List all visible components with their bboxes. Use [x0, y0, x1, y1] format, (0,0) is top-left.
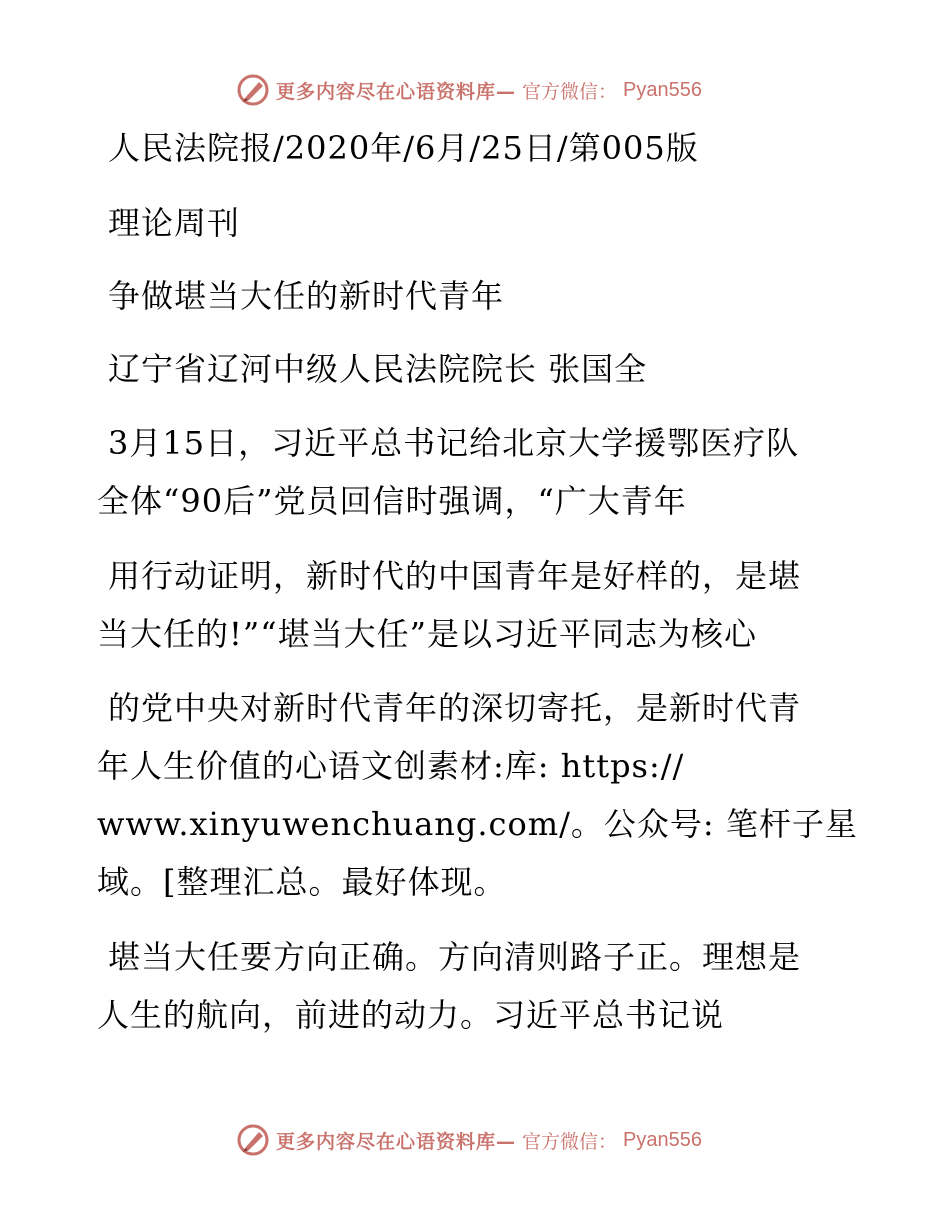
paragraph-line: 域。[整理汇总。最好体现。 [97, 863, 507, 901]
watermark-banner-top [236, 72, 702, 108]
paragraph-line: 堪当大任要方向正确。方向清则路子正。理想是 [108, 938, 802, 976]
article-author: 辽宁省辽河中级人民法院院长 张国全 [108, 350, 648, 388]
paragraph-line: 的党中央对新时代青年的深切寄托，是新时代青 [108, 689, 802, 727]
pen-circle-logo-icon [236, 1123, 270, 1157]
watermark-wechat-account: Pyan556 [623, 78, 702, 101]
paragraph-line: www.xinyuwenchuang.com/。公众号: 笔杆子星 [97, 805, 858, 843]
paragraph-line: 年人生价值的心语文创素材:库: https:// [97, 747, 685, 785]
paragraph-line: 全体“90后”党员回信时强调，“广大青年 [97, 482, 687, 520]
watermark-wechat-label: 官方微信： [522, 80, 618, 103]
article-title: 争做堪当大任的新时代青年 [108, 277, 505, 315]
watermark-slogan: 更多内容尽在心语资料库— [276, 1130, 517, 1153]
article-source: 人民法院报/2020年/6月/25日/第005版 [108, 129, 699, 167]
watermark-wechat-label: 官方微信： [522, 1130, 618, 1153]
paragraph-line: 用行动证明，新时代的中国青年是好样的，是堪 [108, 557, 802, 595]
watermark-banner-bottom [236, 1122, 702, 1158]
article-section: 理论周刊 [108, 204, 241, 242]
paragraph-line: 当大任的!”“堪当大任”是以习近平同志为核心 [97, 615, 757, 653]
watermark-slogan: 更多内容尽在心语资料库— [276, 80, 517, 103]
pen-circle-logo-icon [236, 73, 270, 107]
paragraph-line: 人生的航向，前进的动力。习近平总书记说 [97, 996, 725, 1034]
paragraph-line: 3月15日，习近平总书记给北京大学援鄂医疗队 [108, 424, 800, 462]
watermark-wechat-account: Pyan556 [623, 1128, 702, 1151]
